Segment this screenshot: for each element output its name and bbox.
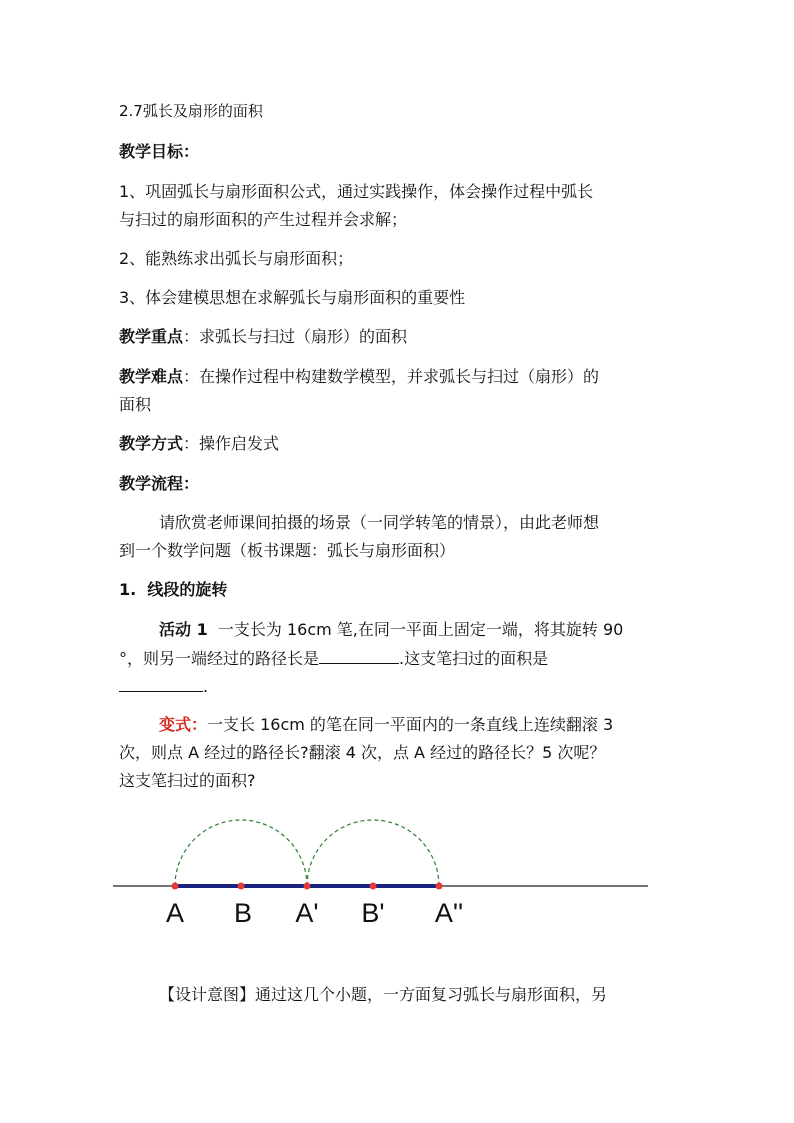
process-heading: 教学流程： [119,474,200,493]
point-a1 [304,883,311,890]
difficulty-text: ：在操作过程中构建数学模型，并求弧长与扫过（扇形）的 [183,367,600,386]
arc-a-to-a1 [175,820,307,886]
variant-text-1: 一支长 16cm 的笔在同一平面内的一条直线上连续翻滚 3 [207,715,614,734]
method-text: ：操作启发式 [183,434,280,453]
activity-1-text-1: 一支长为 16cm 笔,在同一平面上固定一端，将其旋转 90 [217,620,624,639]
section-1-title: 线段的旋转 [147,580,228,599]
objective-3: 3、体会建模思想在求解弧长与扇形面积的重要性 [119,288,466,307]
page-title: 2.7弧长及扇形的面积 [119,102,263,120]
label-a1: A' [295,898,319,928]
label-b1: B' [361,898,385,928]
design-intent-label: 【设计意图】 [159,985,256,1004]
arc-a1-to-a2 [307,820,439,886]
design-intent-text: 通过这几个小题，一方面复习弧长与扇形面积，另 [255,985,608,1004]
section-1-number: 1. [119,580,137,599]
label-a2: A'' [434,898,464,928]
point-b1 [370,883,377,890]
key-point-text: ：求弧长与扫过（扇形）的面积 [183,327,408,346]
difficulty-line-2: 面积 [119,395,152,414]
variant-label: 变式： [159,715,208,734]
process-intro-line-2: 到一个数学问题（板书课题：弧长与扇形面积） [119,541,456,560]
objectives-heading: 教学目标： [119,142,200,161]
point-a [172,883,179,890]
method-label: 教学方式 [119,434,184,453]
point-b [238,883,245,890]
label-b: B [233,898,253,928]
activity-1-text-2b: .这支笔扫过的面积是 [399,649,549,668]
difficulty-label: 教学难点 [119,367,184,386]
objective-2: 2、能熟练求出弧长与扇形面积； [119,249,354,268]
point-a2 [436,883,443,890]
activity-1-text-3: . [203,677,209,696]
variant-line-2: 次，则点 A 经过的路径长?翻滚 4 次，点 A 经过的路径长？5 次呢？ [119,743,606,762]
activity-1-text-2a: °，则另一端经过的路径长是 [119,649,320,668]
label-a: A [165,898,185,928]
objective-1-line-1: 1、巩固弧长与扇形面积公式，通过实践操作，体会操作过程中弧长 [119,182,594,201]
variant-line-3: 这支笔扫过的面积? [119,771,256,790]
objective-1-line-2: 与扫过的扇形面积的产生过程并会求解； [119,210,408,229]
process-intro-line-1: 请欣赏老师课间拍摄的场景（一同学转笔的情景），由此老师想 [159,513,600,532]
activity-1-label: 活动 1 [159,620,208,639]
key-point-label: 教学重点 [119,327,184,346]
